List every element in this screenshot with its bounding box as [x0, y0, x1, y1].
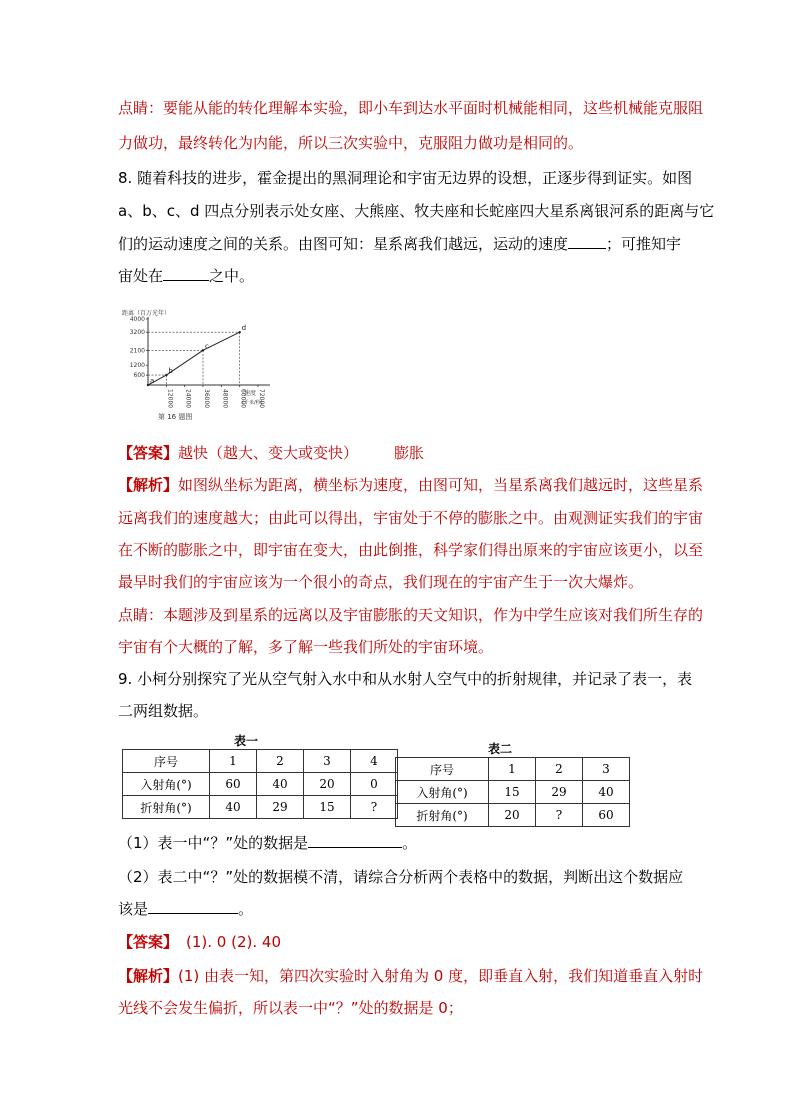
table1-cell: 序号 [123, 750, 210, 773]
table1-cell: 4 [351, 750, 398, 773]
tip-8: 点睛：本题涉及到星系的远离以及宇宙膨胀的天文知识，作为中学生应该对我们所生存的 [118, 606, 704, 624]
explanation-8: 最早时我们的宇宙应该为一个很小的奇点，我们现在的宇宙产生于一次大爆炸。 [118, 573, 644, 591]
table1-row [123, 796, 398, 819]
chart-y-tick-label: 4000 [129, 316, 145, 323]
answer-blank [148, 899, 238, 914]
table2-cell: 2 [536, 758, 583, 781]
table1-cell: 40 [257, 773, 304, 796]
answer-blank [163, 266, 209, 281]
answer-blank [568, 234, 606, 249]
explanation-8: 【解析】如图纵坐标为距离，横坐标为速度，由图可知，当星系离我们越远时，这些星系 [118, 476, 704, 494]
chart-line [148, 332, 240, 385]
table2-row [396, 781, 630, 804]
chart-y-tick-label: 2100 [129, 347, 145, 355]
table2-cell: 入射角(°) [396, 781, 489, 804]
table1-cell: 0 [351, 773, 398, 796]
chart-x-tick-label: 48000 [221, 389, 229, 409]
table2-cell: 29 [536, 781, 583, 804]
chart-caption: 第 16 题图 [158, 413, 193, 421]
table1 [122, 749, 398, 819]
table1-cell: 2 [257, 750, 304, 773]
question-8-text: 宙处在 之中。 [118, 267, 255, 285]
chart-x-tick-label: 72000 [258, 389, 265, 409]
chart-x-tick-label: 36000 [203, 389, 210, 409]
table1-cell: 20 [304, 773, 351, 796]
explanation-8: 在不断的膨胀之中，即宇宙在变大，由此倒推，科学家们得出原来的宇宙应该更小，以至 [118, 541, 704, 559]
question-8-text: 们的运动速度之间的关系。由图可知：星系离我们越远，运动的速度 ；可推知宇 [118, 235, 682, 253]
table2-cell: 60 [583, 804, 630, 827]
table2-cell: 1 [489, 758, 536, 781]
chart-svg [118, 303, 278, 423]
chart-point-label: c [205, 342, 209, 351]
table1-cell: 3 [304, 750, 351, 773]
chart-y-tick-label: 1200 [129, 362, 145, 370]
chart-point-label: a [150, 377, 155, 385]
table2-cell: 15 [489, 781, 536, 804]
chart-x-tick-label: 12000 [166, 389, 174, 409]
chart-point-label: d [241, 324, 247, 333]
answer-9: 【答案】 (1). 0 (2). 40 [118, 933, 281, 951]
table2-row [396, 804, 630, 827]
table2-cell: 序号 [396, 758, 489, 781]
question-9-sub2: 该是 。 [118, 900, 254, 918]
table1-row [123, 750, 398, 773]
chart-ylabel: 距离（百万光年） [122, 310, 171, 317]
explanation-9: 光线不会发生偏折，所以表一中“？”处的数据是 0； [118, 999, 463, 1017]
chart-y-tick-label: 3200 [129, 329, 145, 337]
question-8-text: a、b、c、d 四点分别表示处女座、大熊座、牧夫座和长蛇座四大星系离银河系的距离与它 [118, 202, 715, 220]
question-8-text: 8. 随着科技的进步，霍金提出的黑洞理论和宇宙无边界的设想，正逐步得到证实。如图 [118, 169, 693, 187]
chart-xlabel-unit: (千米/秒) [242, 400, 263, 406]
chart-x-tick-label: 60000 [239, 389, 247, 409]
question-9-sub1: （1）表一中“？”处的数据是 。 [118, 834, 418, 852]
question-9-text: 二两组数据。 [118, 702, 209, 720]
explanation-9: 【解析】(1) 由表一知，第四次实验时入射角为 0 度，即垂直入射，我们知道垂直入射时 [118, 967, 704, 985]
explanation-8: 远离我们的速度越大；由此可以得出，宇宙处于不停的膨胀之中。由观测证实我们的宇宙 [118, 509, 704, 527]
chart-xlabel: 速度 [244, 390, 257, 397]
answer-blank [308, 833, 402, 848]
answer-8: 【答案】越快（越大、变大或变快） 膨胀 [118, 444, 425, 462]
table2-title: 表二 [488, 742, 513, 756]
table2-cell: 20 [489, 804, 536, 827]
question-9-text: 9. 小柯分别探究了光从空气射入水中和从水射人空气中的折射规律，并记录了表一，表 [118, 670, 693, 688]
chart-x-tick-label: 24000 [184, 389, 192, 409]
table1-cell: 40 [210, 796, 257, 819]
table1-cell: 1 [210, 750, 257, 773]
table1-title: 表一 [234, 734, 259, 748]
table1-cell: 29 [257, 796, 304, 819]
table2-row [396, 758, 630, 781]
table2-cell: 折射角(°) [396, 804, 489, 827]
table2-cell: 40 [583, 781, 630, 804]
chart-point-label: b [168, 367, 173, 376]
table2 [395, 757, 630, 827]
distance-velocity-chart [118, 303, 278, 423]
table2-cell: ? [536, 804, 583, 827]
table1-cell: ? [351, 796, 398, 819]
tip-line: 点睛：要能从能的转化理解本实验，即小车到达水平面时机械能相同，这些机械能克服阻 [118, 99, 704, 117]
question-9-sub2: （2）表二中“？”处的数据模不清，请综合分析两个表格中的数据，判断出这个数据应 [118, 868, 684, 886]
table2-cell: 3 [583, 758, 630, 781]
table1-cell: 入射角(°) [123, 773, 210, 796]
table1-cell: 15 [304, 796, 351, 819]
tip-line: 力做功，最终转化为内能，所以三次实验中，克服阻力做功是相同的。 [118, 134, 584, 152]
table2-grid [395, 757, 630, 827]
table1-row [123, 773, 398, 796]
table1-cell: 60 [210, 773, 257, 796]
table1-grid [122, 749, 398, 819]
table1-cell: 折射角(°) [123, 796, 210, 819]
tip-8: 宇宙有个大概的了解，多了解一些我们所处的宇宙环境。 [118, 638, 494, 656]
chart-y-tick-label: 600 [133, 372, 145, 380]
